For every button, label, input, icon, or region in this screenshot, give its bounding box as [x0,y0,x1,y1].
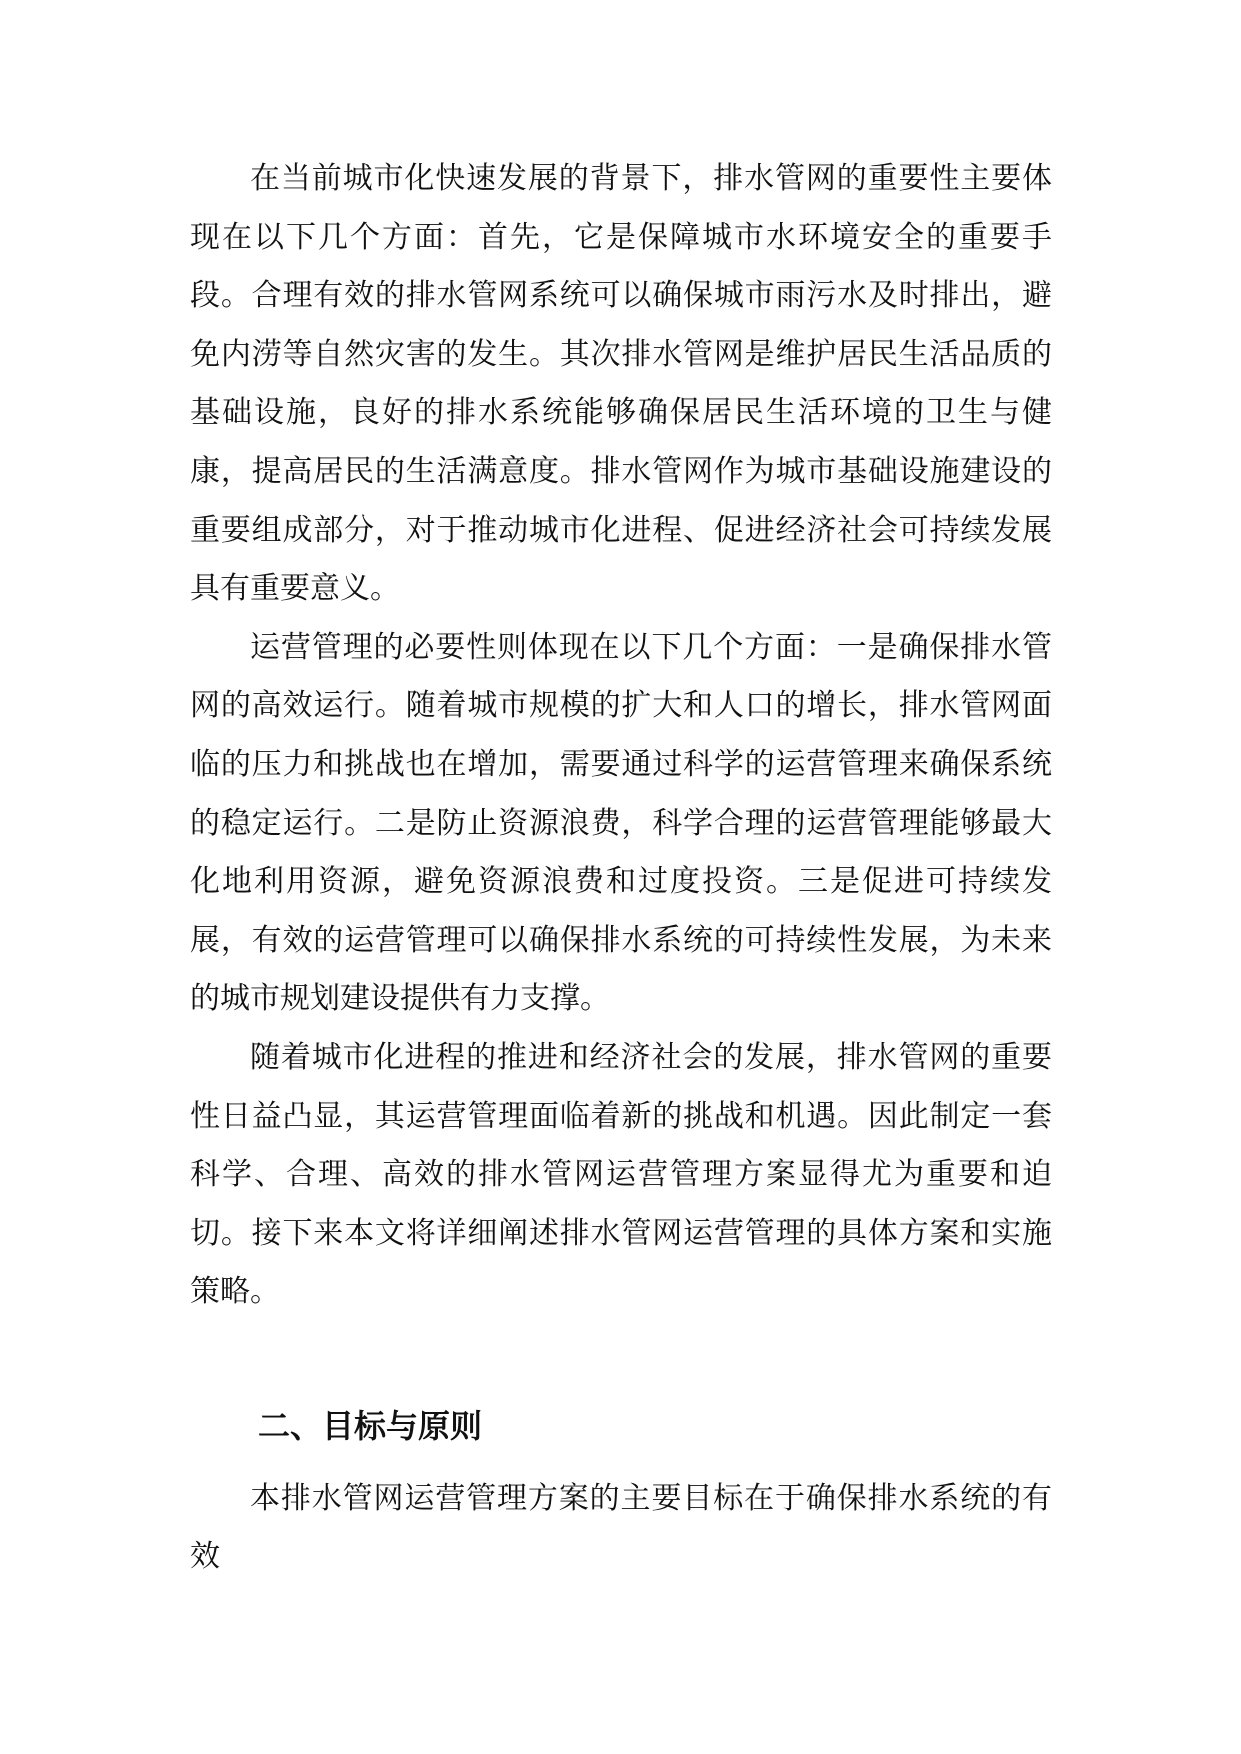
paragraph-drainage-importance: 在当前城市化快速发展的背景下，排水管网的重要性主要体现在以下几个方面：首先，它是保障城市水环境安全的重要手段。合理有效的排水管网系统可以确保城市雨污水及时排出，避免内涝等自然灾害的发生。其次排水管网是维护居民生活品质的基础设施，良好的排水系统能够确保居民生活环境的卫生与健康，提高居民的生活满意度。排水管网作为城市基础设施建设的重要组成部分，对于推动城市化进程、促进经济社会可持续发展具有重要意义。 [190,161,1052,607]
document-body [190,150,1052,1587]
paragraph-challenges-opportunities: 随着城市化进程的推进和经济社会的发展，排水管网的重要性日益凸显，其运营管理面临着新的挑战和机遇。因此制定一套科学、合理、高效的排水管网运营管理方案显得尤为重要和迫切。接下来本文将详细阐述排水管网运营管理的具体方案和实施策略。 [190,1039,1052,1310]
paragraph-section-intro: 本排水管网运营管理方案的主要目标在于确保排水系统的有效 [190,1480,1052,1575]
paragraph-operation-necessity: 运营管理的必要性则体现在以下几个方面：一是确保排水管网的高效运行。随着城市规模的扩大和人口的增长，排水管网面临的压力和挑战也在增加，需要通过科学的运营管理来确保系统的稳定运行。二是防止资源浪费，科学合理的运营管理能够最大化地利用资源，避免资源浪费和过度投资。三是促进可持续发展，有效的运营管理可以确保排水系统的可持续性发展，为未来的城市规划建设提供有力支撑。 [190,629,1052,1017]
section-heading-goals-principles: 二、目标与原则 [258,1406,483,1445]
